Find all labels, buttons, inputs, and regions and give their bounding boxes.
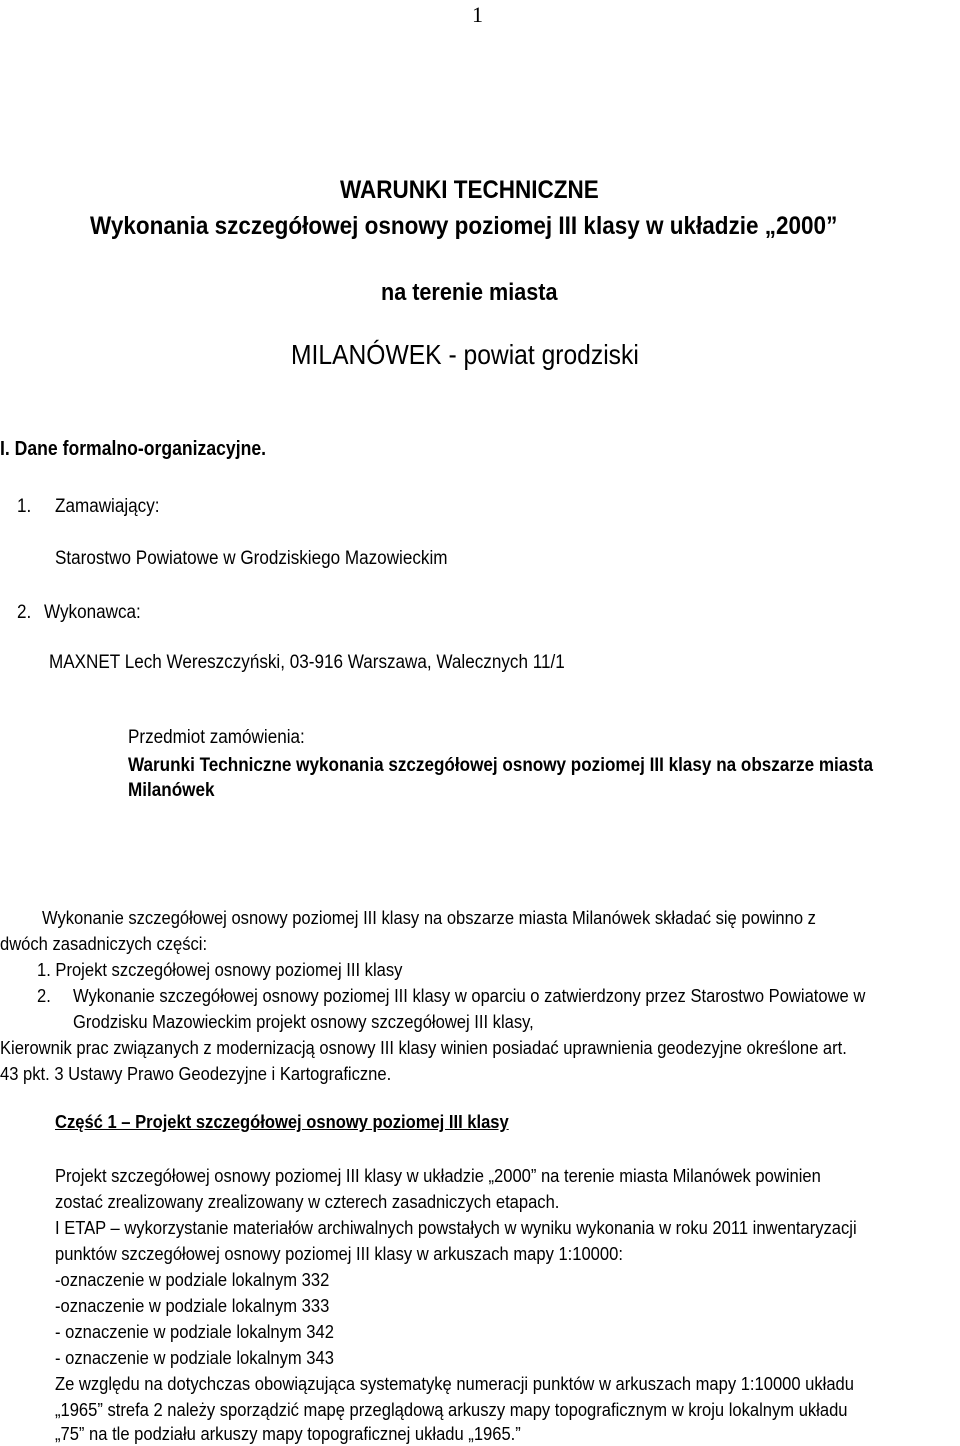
page-number: 1: [472, 2, 483, 27]
item-number: 2.: [17, 602, 32, 623]
item-value: MAXNET Lech Wereszczyński, 03-916 Warszawa, Walecznych 11/1: [49, 652, 565, 673]
paragraph-line: 43 pkt. 3 Ustawy Prawo Geodezyjne i Kartograficzne.: [0, 1064, 392, 1084]
document-title: WARUNKI TECHNICZNE: [340, 176, 599, 204]
part-line: Projekt szczegółowej osnowy poziomej III klasy w układzie „2000” na terenie miasta Milanówek powinien: [55, 1166, 821, 1186]
subject-label: Przedmiot zamówienia:: [128, 727, 305, 748]
paragraph-line: Wykonanie szczegółowej osnowy poziomej III klasy na obszarze miasta Milanówek składać się powinno z: [42, 908, 816, 928]
part-line: - oznaczenie w podziale lokalnym 342: [55, 1322, 334, 1342]
part-line: „1965” strefa 2 należy sporządzić mapę przeglądową arkuszy mapy topograficznym w kroju lokalnym układu: [55, 1400, 848, 1420]
part-line: -oznaczenie w podziale lokalnym 332: [55, 1270, 330, 1290]
city-line: MILANÓWEK - powiat grodziski: [291, 339, 639, 370]
item-number: 1.: [17, 496, 32, 517]
document-subtitle: Wykonania szczegółowej osnowy poziomej III klasy w układzie „2000”: [90, 212, 838, 240]
part-heading: Część 1 – Projekt szczegółowej osnowy poziomej III klasy: [55, 1112, 509, 1132]
subject-line: Warunki Techniczne wykonania szczegółowej osnowy poziomej III klasy na obszarze miasta: [128, 755, 874, 776]
location-line: na terenie miasta: [381, 279, 558, 306]
part-line: Ze względu na dotychczas obowiązująca systematykę numeracji punktów w arkuszach mapy 1:10000 układu: [55, 1374, 854, 1394]
subject-line: Milanówek: [128, 780, 215, 801]
part-line: -oznaczenie w podziale lokalnym 333: [55, 1296, 330, 1316]
item-label: Wykonawca:: [44, 602, 141, 623]
item-label: Zamawiający:: [55, 496, 160, 517]
part-line: „75” na tle podziału arkuszy mapy topograficznej układu „1965.”: [55, 1424, 521, 1444]
list-number: 2.: [37, 986, 51, 1006]
list-item: 1. Projekt szczegółowej osnowy poziomej III klasy: [37, 960, 403, 980]
section-heading: I. Dane formalno-organizacyjne.: [0, 438, 267, 460]
paragraph-line: Kierownik prac związanych z modernizacją osnowy III klasy winien posiadać uprawnienia geodezyjne określone art.: [0, 1038, 847, 1058]
part-line: punktów szczegółowej osnowy poziomej III klasy w arkuszach mapy 1:10000:: [55, 1244, 623, 1264]
part-line: zostać zrealizowany zrealizowany w czterech zasadniczych etapach.: [55, 1192, 560, 1212]
paragraph-line: dwóch zasadniczych części:: [0, 934, 208, 954]
list-item: Grodzisku Mazowieckim projekt osnowy szczegółowej III klasy,: [73, 1012, 534, 1032]
item-value: Starostwo Powiatowe w Grodziskiego Mazowieckim: [55, 548, 448, 569]
part-line: I ETAP – wykorzystanie materiałów archiwalnych powstałych w wyniku wykonania w roku 2011 inwentaryzacji: [55, 1218, 857, 1238]
part-line: - oznaczenie w podziale lokalnym 343: [55, 1348, 334, 1368]
list-item: Wykonanie szczegółowej osnowy poziomej III klasy w oparciu o zatwierdzony przez Starostwo Powiatowe w: [73, 986, 866, 1006]
